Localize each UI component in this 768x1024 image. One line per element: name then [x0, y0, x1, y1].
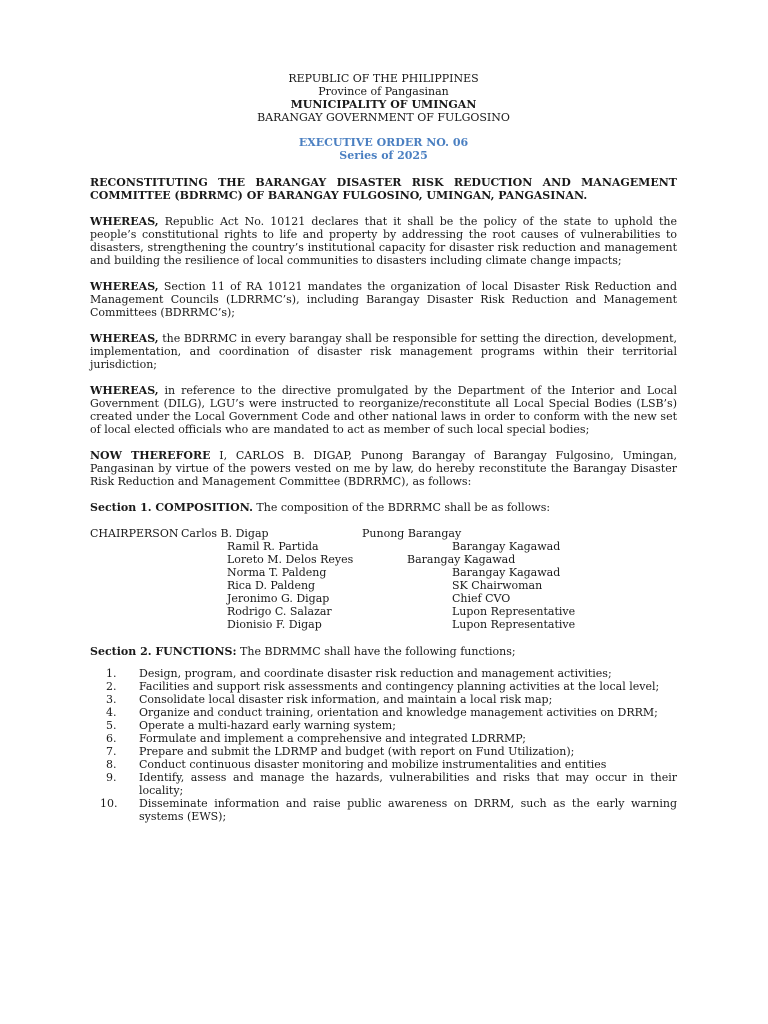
item-text: Prepare and submit the LDRMP and budget (with report on Fund Utilization);	[139, 745, 575, 758]
member-position: Lupon Representative	[452, 618, 576, 631]
section2-text: The BDRMMC shall have the following functions;	[236, 645, 516, 658]
member-position: Chief CVO	[452, 592, 511, 605]
document-page	[90, 72, 677, 823]
whereas-text: Section 11 of RA 10121 mandates the organization of local Disaster Risk Reduction and Management Councils (LDRRMC’s), including Barangay Disaster Risk Reduction and Management Committees (BDRRMC’s);	[90, 280, 677, 319]
item-text: Facilities and support risk assessments and contingency planning activities at the local level;	[139, 680, 660, 693]
item-number: 3.	[106, 693, 117, 706]
item-text: Identify, assess and manage the hazards, vulnerabilities and risks that may occur in their locality;	[139, 771, 677, 797]
list-item	[90, 667, 677, 680]
therefore-paragraph	[90, 449, 677, 488]
whereas-text: in reference to the directive promulgated by the Department of the Interior and Local Government (DILG), LGU’s were instructed to reorganize/reconstitute all Local Special Bodies (LSB’s) created under the Local Government Code and other national laws in order to conform with the new set of local elected officials who are mandated to act as member of such local special bodies;	[90, 384, 677, 436]
list-item	[90, 680, 677, 693]
item-text: Conduct continuous disaster monitoring and mobilize instrumentalities and entities	[139, 758, 607, 771]
functions-list	[90, 667, 677, 823]
item-number: 7.	[106, 745, 117, 758]
item-number: 2.	[106, 680, 117, 693]
item-number: 6.	[106, 732, 117, 745]
whereas-paragraph	[90, 384, 677, 436]
item-number: 8.	[106, 758, 117, 771]
item-text: Organize and conduct training, orientation and knowledge management activities on DRRM;	[139, 706, 658, 719]
item-number: 5.	[106, 719, 117, 732]
item-number: 1.	[106, 667, 117, 680]
republic-line: REPUBLIC OF THE PHILIPPINES	[288, 72, 479, 85]
whereas-lead: WHEREAS,	[90, 215, 159, 228]
member-name: Dionisio F. Digap	[227, 618, 322, 631]
committee-members	[90, 527, 677, 632]
list-item	[90, 732, 677, 745]
whereas-paragraph	[90, 332, 677, 371]
member-position: Punong Barangay	[362, 527, 462, 540]
section1-heading: Section 1. COMPOSITION.	[90, 501, 253, 514]
list-item	[90, 797, 677, 823]
whereas-text: Republic Act No. 10121 declares that it shall be the policy of the state to uphold the people’s constitutional rights to life and property by addressing the root causes of vulnerabilities to disasters, strengthening the country’s institutional capacity for disaster risk reduction and management and building the resilience of local communities to disasters including climate change impacts;	[90, 215, 677, 267]
whereas-lead: WHEREAS,	[90, 332, 159, 345]
list-item	[90, 771, 677, 797]
list-item	[90, 745, 677, 758]
order-series: Series of 2025	[339, 149, 428, 162]
order-heading	[90, 136, 677, 162]
section2-paragraph	[90, 645, 677, 658]
chairperson-label: CHAIRPERSON	[90, 527, 179, 540]
member-position: Barangay Kagawad	[452, 540, 561, 553]
item-text: Disseminate information and raise public awareness on DRRM, such as the early warning systems (EWS);	[139, 797, 677, 823]
item-text: Operate a multi-hazard early warning system;	[139, 719, 396, 732]
item-number: 4.	[106, 706, 117, 719]
member-name: Rodrigo C. Salazar	[227, 605, 332, 618]
member-position: SK Chairwoman	[452, 579, 543, 592]
whereas-text: the BDRRMC in every barangay shall be responsible for setting the direction, development, implementation, and coordination of disaster risk management programs within their territorial jurisdiction;	[90, 332, 677, 371]
whereas-paragraph	[90, 280, 677, 319]
order-title: RECONSTITUTING THE BARANGAY DISASTER RISK REDUCTION AND MANAGEMENT COMMITTEE (BDRRMC) OF BARANGAY FULGOSINO, UMINGAN, PANGASINAN.	[90, 176, 677, 202]
letterhead	[90, 72, 677, 124]
list-item	[90, 719, 677, 732]
member-name: Ramil R. Partida	[227, 540, 319, 553]
member-name: Rica D. Paldeng	[227, 579, 316, 592]
member-name: Loreto M. Delos Reyes	[227, 553, 354, 566]
member-name: Carlos B. Digap	[181, 527, 269, 540]
item-number: 9.	[106, 771, 117, 784]
order-number: EXECUTIVE ORDER NO. 06	[298, 136, 469, 149]
whereas-lead: WHEREAS,	[90, 280, 159, 293]
list-item	[90, 758, 677, 771]
municipality-line: MUNICIPALITY OF UMINGAN	[290, 98, 477, 111]
section1-paragraph	[90, 501, 677, 514]
member-position: Barangay Kagawad	[407, 553, 516, 566]
whereas-lead: WHEREAS,	[90, 384, 159, 397]
barangay-line: BARANGAY GOVERNMENT OF FULGOSINO	[257, 111, 510, 124]
province-line: Province of Pangasinan	[318, 85, 449, 98]
member-name: Jeronimo G. Digap	[227, 592, 330, 605]
member-position: Barangay Kagawad	[452, 566, 561, 579]
item-text: Consolidate local disaster risk information, and maintain a local risk map;	[139, 693, 553, 706]
therefore-lead: NOW THEREFORE	[90, 449, 211, 462]
section1-text: The composition of the BDRRMC shall be as follows:	[252, 501, 551, 514]
item-number: 10.	[100, 797, 118, 810]
item-text: Design, program, and coordinate disaster risk reduction and management activities;	[139, 667, 612, 680]
list-item	[90, 693, 677, 706]
member-name: Norma T. Paldeng	[227, 566, 327, 579]
whereas-paragraph	[90, 215, 677, 267]
therefore-text: I, CARLOS B. DIGAP, Punong Barangay of Barangay Fulgosino, Umingan, Pangasinan by virtue of the powers vested on me by law, do hereby reconstitute the Barangay Disaster Risk Reduction and Management Committee (BDRRMC), as follows:	[90, 449, 677, 488]
member-position: Lupon Representative	[452, 605, 576, 618]
item-text: Formulate and implement a comprehensive and integrated LDRRMP;	[139, 732, 526, 745]
list-item	[90, 706, 677, 719]
section2-heading: Section 2. FUNCTIONS:	[90, 645, 237, 658]
